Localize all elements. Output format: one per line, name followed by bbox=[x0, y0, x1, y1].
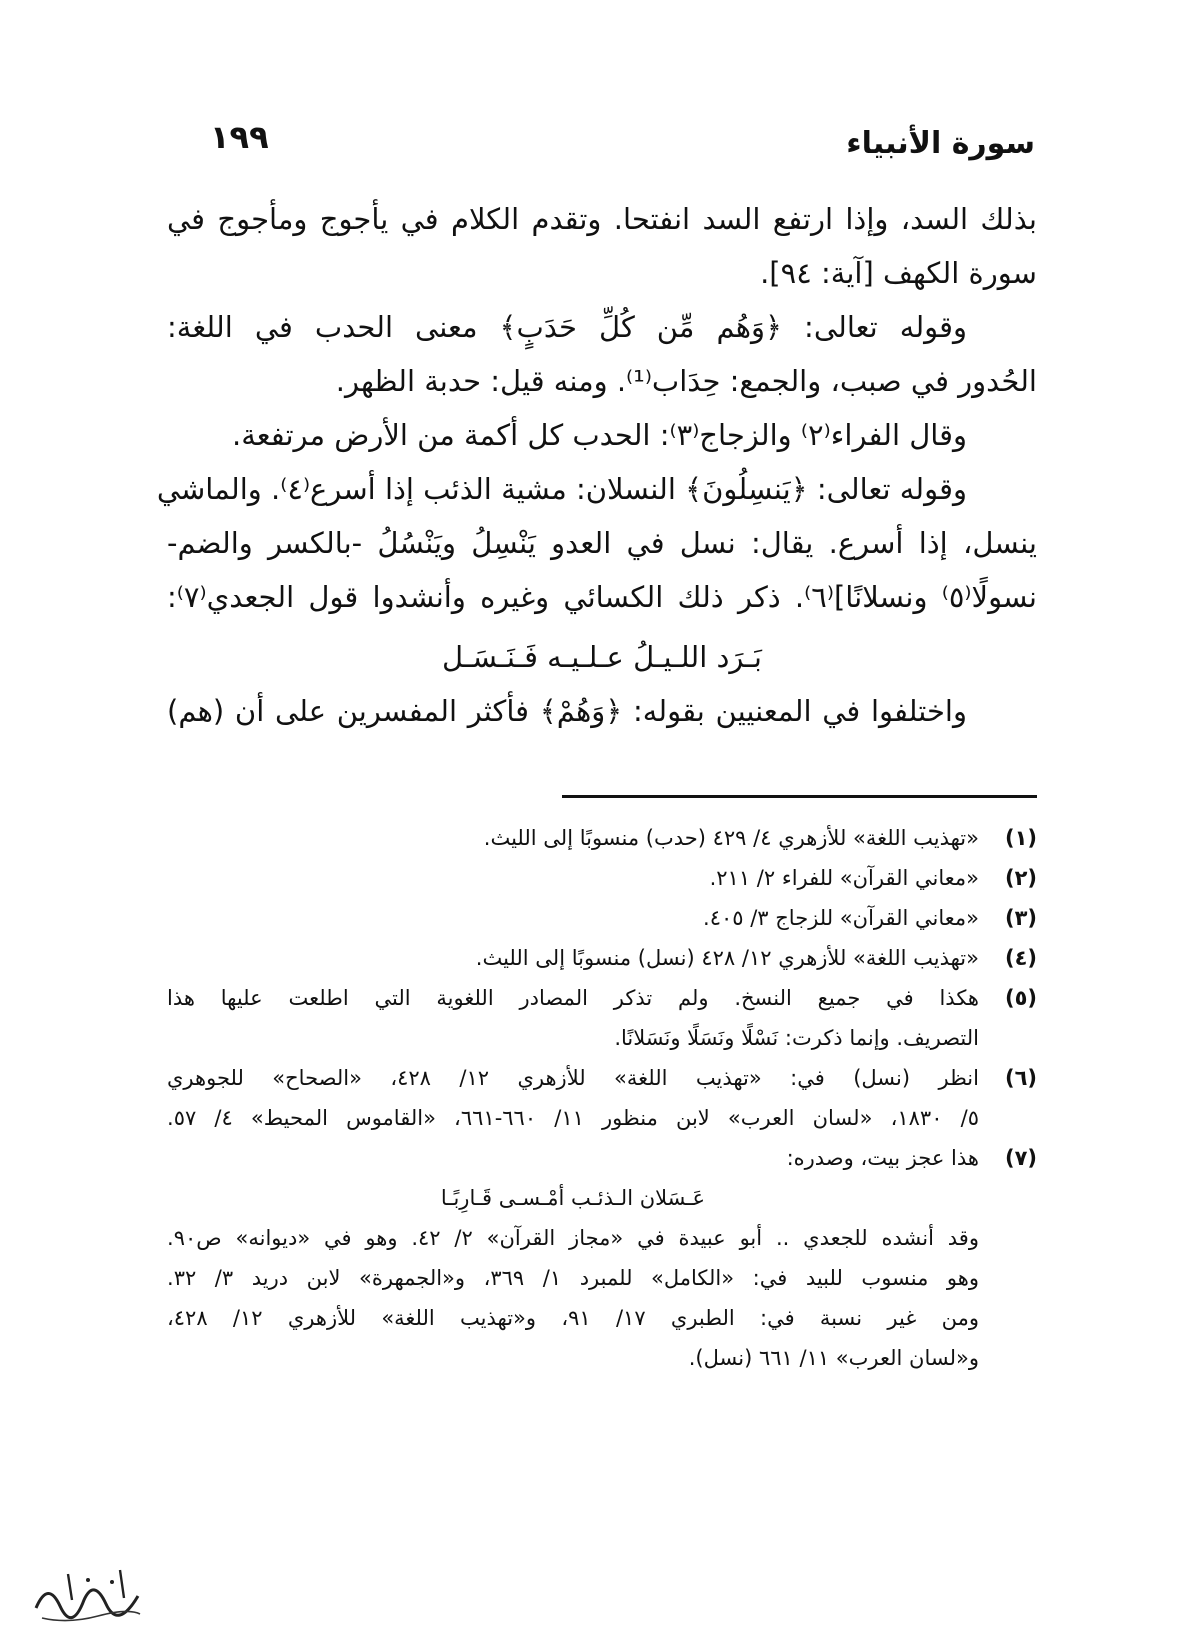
footnote-2 bbox=[167, 858, 1037, 898]
footnotes bbox=[167, 818, 1037, 1378]
footnote-text: هكذا في جميع النسخ. ولم تذكر المصادر اللغوية التي اطلعت عليها هذا bbox=[167, 986, 979, 1010]
poetry-verse: بَـرَد اللـيـلُ عـلـيـه فَـنَـسَـل bbox=[442, 640, 762, 674]
footnote-text: التصريف. وإنما ذكرت: نَسْلًا ونَسَلًا ونَسَلانًا. bbox=[614, 1026, 979, 1050]
footnote-text: «معاني القرآن» للفراء ٢/ ٢١١. bbox=[709, 866, 979, 890]
footnote-text: انظر (نسل) في: «تهذيب اللغة» للأزهري ١٢/ ٤٢٨، «الصحاح» للجوهري bbox=[167, 1066, 979, 1090]
footnote-number: (٢) bbox=[1004, 866, 1037, 890]
body-line: نسولًا⁽٥⁾ ونسلانًا]⁽٦⁾. ذكر ذلك الكسائي وغيره وأنشدوا قول الجعدي⁽٧⁾: bbox=[167, 580, 1037, 614]
body-line: الحُدور في صبب، والجمع: حِدَاب⁽¹⁾. ومنه قيل: حدبة الظهر. bbox=[335, 364, 1037, 398]
body-line: ينسل، إذا أسرع. يقال: نسل في العدو يَنْسِلُ ويَنْسُلُ -بالكسر والضم- bbox=[167, 526, 1037, 560]
footnote-verse: عَـسَلان الـذئـب أمْـسـى قَـارِبًـا bbox=[440, 1186, 706, 1210]
body-line: وقوله تعالى: ﴿يَنسِلُونَ﴾ النسلان: مشية الذئب إذا أسرع⁽٤⁾. والماشي bbox=[156, 472, 967, 506]
page-header bbox=[210, 118, 1035, 168]
footnote-1 bbox=[167, 818, 1037, 858]
main-text bbox=[156, 192, 1037, 738]
page-number: ١٩٩ bbox=[210, 118, 269, 156]
footnote-text: وهو منسوب للبيد في: «الكامل» للمبرد ١/ ٣٦٩، و«الجمهرة» لابن دريد ٣/ ٣٢. bbox=[167, 1266, 979, 1290]
footnote-number: (٣) bbox=[1004, 906, 1037, 930]
publisher-logo bbox=[28, 1560, 148, 1630]
footnote-number: (١) bbox=[1004, 826, 1037, 850]
footnote-5 bbox=[167, 978, 1037, 1058]
footnote-3 bbox=[167, 898, 1037, 938]
surah-title: سورة الأنبياء bbox=[846, 126, 1035, 161]
footnote-number: (٧) bbox=[1004, 1146, 1037, 1170]
footnote-text: و«لسان العرب» ١١/ ٦٦١ (نسل). bbox=[688, 1346, 979, 1370]
body-line: بذلك السد، وإذا ارتفع السد انفتحا. وتقدم الكلام في يأجوج ومأجوج في bbox=[167, 202, 1037, 236]
footnote-text: «تهذيب اللغة» للأزهري ١٢/ ٤٢٨ (نسل) منسوبًا إلى الليث. bbox=[475, 946, 979, 970]
body-line: واختلفوا في المعنيين بقوله: ﴿وَهُمْ﴾ فأكثر المفسرين على أن (هم) bbox=[167, 694, 967, 728]
footnote-separator bbox=[562, 795, 1037, 798]
footnote-text: ومن غير نسبة في: الطبري ١٧/ ٩١، و«تهذيب اللغة» للأزهري ١٢/ ٤٢٨، bbox=[167, 1306, 979, 1330]
footnote-text: «تهذيب اللغة» للأزهري ٤/ ٤٢٩ (حدب) منسوبًا إلى الليث. bbox=[483, 826, 979, 850]
footnote-text: وقد أنشده للجعدي .. أبو عبيدة في «مجاز القرآن» ٢/ ٤٢. وهو في «ديوانه» ص٩٠. bbox=[167, 1226, 979, 1250]
body-line: سورة الكهف [آية: ٩٤]. bbox=[760, 256, 1037, 290]
footnote-number: (٥) bbox=[1004, 986, 1037, 1010]
footnote-4 bbox=[167, 938, 1037, 978]
footnote-text: «معاني القرآن» للزجاج ٣/ ٤٠٥. bbox=[703, 906, 979, 930]
calligraphy-logo-icon bbox=[28, 1560, 148, 1630]
footnote-text: ٥/ ١٨٣٠، «لسان العرب» لابن منظور ١١/ ٦٦٠-٦٦١، «القاموس المحيط» ٤/ ٥٧. bbox=[167, 1106, 979, 1130]
footnote-number: (٦) bbox=[1004, 1066, 1037, 1090]
body-line: وقال الفراء⁽٢⁾ والزجاج⁽٣⁾: الحدب كل أكمة من الأرض مرتفعة. bbox=[232, 418, 967, 452]
footnote-text: هذا عجز بيت، وصدره: bbox=[786, 1146, 979, 1170]
body-line: وقوله تعالى: ﴿وَهُم مِّن كُلِّ حَدَبٍ﴾ معنى الحدب في اللغة: bbox=[167, 310, 967, 344]
footnote-7 bbox=[167, 1138, 1037, 1378]
footnote-number: (٤) bbox=[1004, 946, 1037, 970]
footnote-6 bbox=[167, 1058, 1037, 1138]
